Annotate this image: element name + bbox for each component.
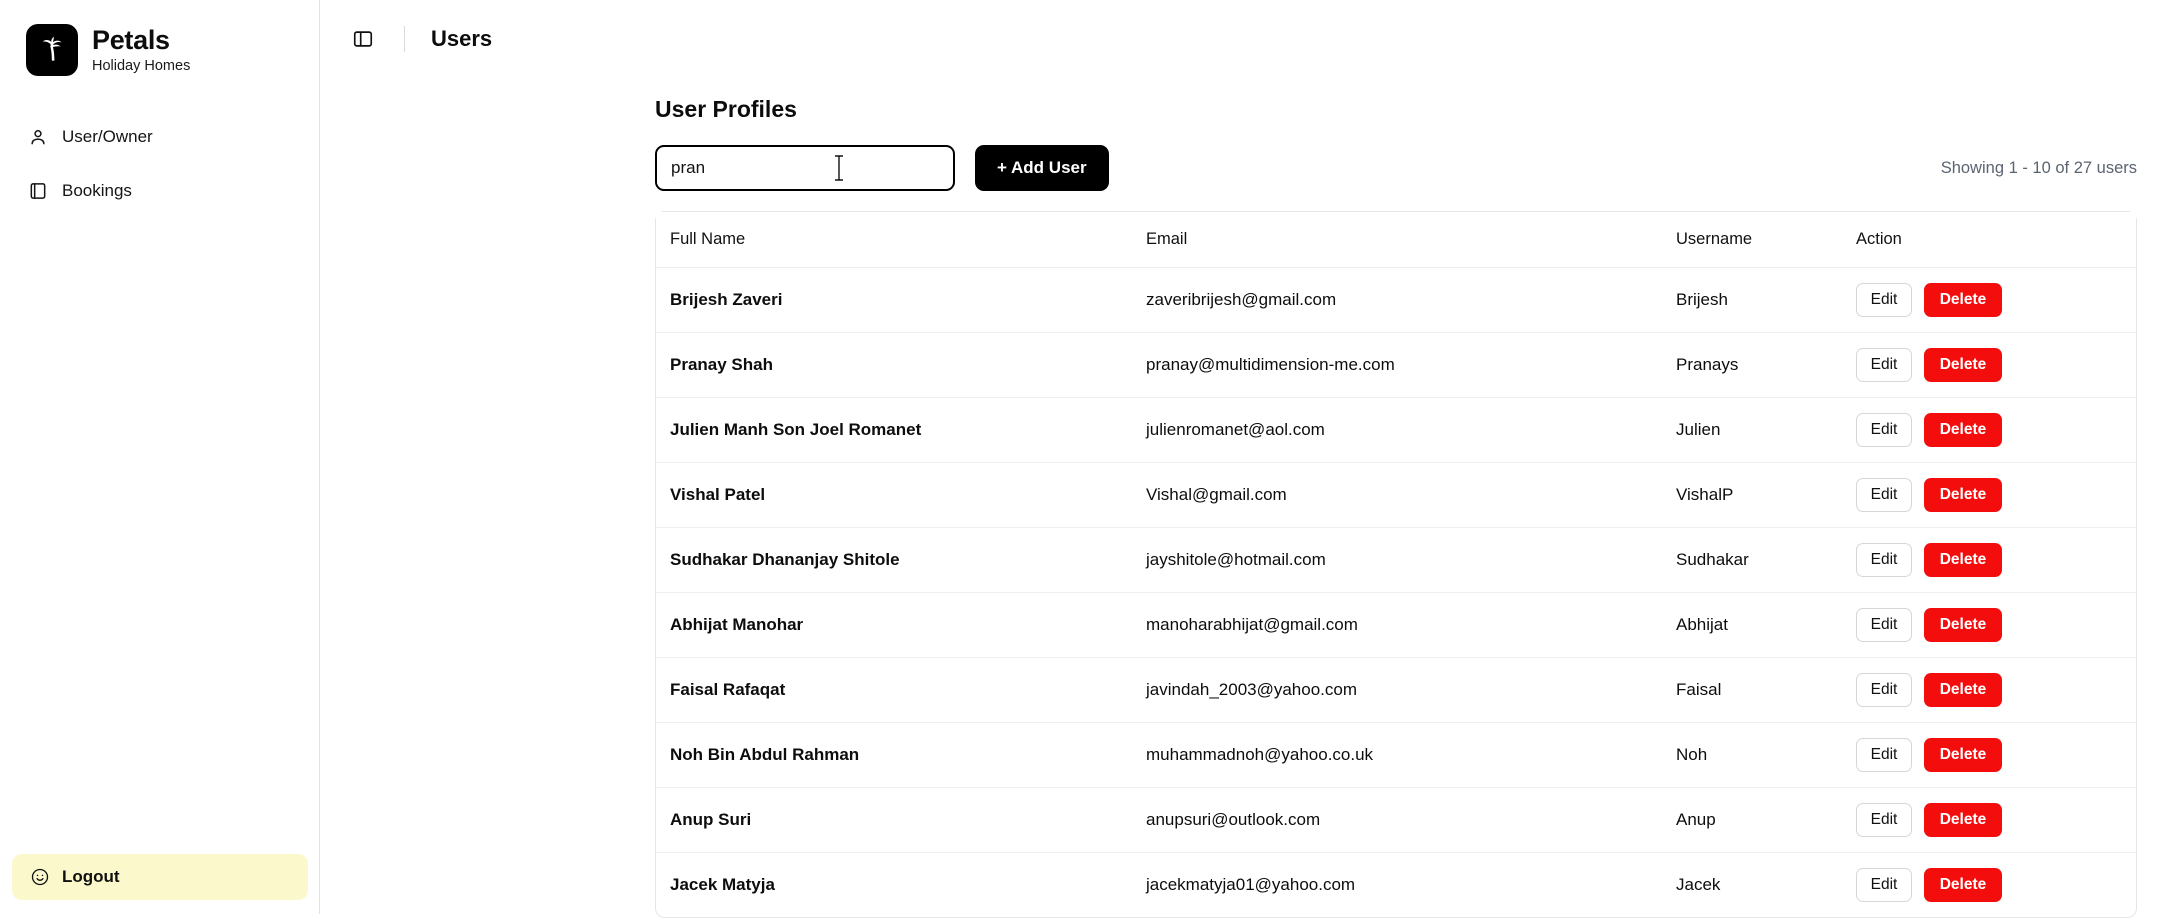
user-icon: [28, 127, 48, 147]
logout-label: Logout: [62, 867, 120, 886]
cell-full-name: Abhijat Manohar: [656, 593, 1146, 658]
main-area: [320, 0, 2179, 914]
brand-title: Petals: [92, 24, 170, 55]
row-action-group: [1856, 673, 2136, 707]
topbar-divider: [404, 26, 405, 52]
cell-username: Julien: [1676, 398, 1856, 463]
delete-button[interactable]: Delete: [1924, 478, 2002, 512]
column-header-username: Username: [1676, 212, 1856, 268]
edit-button[interactable]: Edit: [1856, 868, 1912, 902]
search-wrapper: [655, 145, 955, 191]
cell-full-name: Jacek Matyja: [670, 875, 775, 894]
cell-username: Brijesh: [1676, 268, 1856, 333]
sidebar-item-user-owner[interactable]: [14, 116, 305, 158]
cell-actions: [1856, 593, 2136, 658]
row-action-group: [1856, 803, 2136, 837]
delete-button[interactable]: Delete: [1924, 283, 2002, 317]
cell-username: Faisal: [1676, 658, 1856, 723]
row-action-group: [1856, 413, 2136, 447]
cell-actions: [1856, 333, 2136, 398]
table-row: [656, 723, 2136, 788]
cell-full-name: Noh Bin Abdul Rahman: [656, 723, 1146, 788]
sidebar-toggle-icon[interactable]: [344, 20, 382, 58]
delete-button[interactable]: Delete: [1924, 348, 2002, 382]
logout-button[interactable]: [12, 854, 308, 900]
table-row: [656, 853, 2136, 918]
showing-count-text: Showing 1 - 10 of 27 users: [1940, 158, 2137, 177]
cell-username: Pranays: [1676, 333, 1856, 398]
edit-button[interactable]: Edit: [1856, 738, 1912, 772]
cell-email: Vishal@gmail.com: [1146, 463, 1676, 528]
column-header-action: Action: [1856, 212, 2136, 268]
edit-button[interactable]: Edit: [1856, 283, 1912, 317]
table-row: [656, 788, 2136, 853]
cell-actions: [1856, 528, 2136, 593]
cell-username: Noh: [1676, 723, 1856, 788]
cell-username: Abhijat: [1676, 593, 1856, 658]
row-action-group: [1856, 868, 2136, 902]
brand-subtitle: Holiday Homes: [92, 57, 191, 74]
book-icon: [28, 181, 48, 201]
row-action-group: [1856, 283, 2136, 317]
topbar: [320, 0, 2179, 78]
table-row: [656, 658, 2136, 723]
edit-button[interactable]: Edit: [1856, 803, 1912, 837]
edit-button[interactable]: Edit: [1856, 608, 1912, 642]
table-row: [656, 398, 2136, 463]
row-action-group: [1856, 738, 2136, 772]
cell-username: Jacek: [1676, 875, 1721, 894]
cell-email: jacekmatyja01@yahoo.com: [1146, 875, 1356, 894]
content: [320, 78, 2179, 918]
delete-button[interactable]: Delete: [1924, 543, 2002, 577]
cell-full-name: Julien Manh Son Joel Romanet: [656, 398, 1146, 463]
cell-full-name: Sudhakar Dhananjay Shitole: [656, 528, 1146, 593]
page-title: User Profiles: [655, 96, 797, 122]
edit-button[interactable]: Edit: [1856, 348, 1912, 382]
sidebar-item-label: User/Owner: [62, 127, 153, 146]
sidebar-item-bookings[interactable]: [14, 170, 305, 212]
cell-actions: [1856, 268, 2136, 333]
sidebar-nav: [0, 116, 319, 212]
table-row: [656, 528, 2136, 593]
cell-actions: [1856, 788, 2136, 853]
cell-email: pranay@multidimension-me.com: [1146, 333, 1676, 398]
table-header: [656, 212, 2136, 268]
delete-button[interactable]: Delete: [1924, 868, 2002, 902]
delete-button[interactable]: Delete: [1924, 738, 2002, 772]
delete-button[interactable]: Delete: [1924, 608, 2002, 642]
users-table: [656, 212, 2136, 917]
sidebar-item-label: Bookings: [62, 181, 132, 200]
delete-button[interactable]: Delete: [1924, 673, 2002, 707]
palm-tree-icon: [26, 24, 78, 76]
row-action-group: [1856, 543, 2136, 577]
edit-button[interactable]: Edit: [1856, 543, 1912, 577]
cell-username: Sudhakar: [1676, 528, 1856, 593]
table-row: [656, 333, 2136, 398]
sidebar: [0, 0, 320, 914]
cell-full-name: Faisal Rafaqat: [656, 658, 1146, 723]
cell-full-name: Vishal Patel: [656, 463, 1146, 528]
cell-email: muhammadnoh@yahoo.co.uk: [1146, 723, 1676, 788]
users-table-card: [655, 211, 2137, 918]
cell-email: manoharabhijat@gmail.com: [1146, 593, 1676, 658]
cell-username: Anup: [1676, 788, 1856, 853]
cell-actions: [1856, 853, 2136, 918]
add-user-button[interactable]: + Add User: [975, 145, 1109, 191]
smiley-icon: [30, 867, 50, 887]
controls-bar: [655, 145, 2137, 191]
delete-button[interactable]: Delete: [1924, 413, 2002, 447]
cell-username: VishalP: [1676, 463, 1856, 528]
cell-email: zaveribrijesh@gmail.com: [1146, 268, 1676, 333]
row-action-group: [1856, 348, 2136, 382]
row-action-group: [1856, 478, 2136, 512]
cell-email: julienromanet@aol.com: [1146, 398, 1676, 463]
cell-actions: [1856, 398, 2136, 463]
search-input[interactable]: [655, 145, 955, 191]
column-header-full-name: Full Name: [656, 212, 1146, 268]
cell-full-name: Anup Suri: [656, 788, 1146, 853]
brand: [0, 0, 319, 76]
cell-full-name: Brijesh Zaveri: [656, 268, 1146, 333]
column-header-email: Email: [1146, 212, 1676, 268]
table-header-row: [656, 212, 2136, 268]
page-breadcrumb-title: Users: [431, 26, 493, 51]
edit-button[interactable]: Edit: [1856, 673, 1912, 707]
table-row: [656, 593, 2136, 658]
table-row: [656, 268, 2136, 333]
edit-button[interactable]: Edit: [1856, 413, 1912, 447]
cell-email: jayshitole@hotmail.com: [1146, 528, 1676, 593]
cell-actions: [1856, 723, 2136, 788]
cell-email: javindah_2003@yahoo.com: [1146, 658, 1676, 723]
table-row: [656, 463, 2136, 528]
cell-actions: [1856, 463, 2136, 528]
edit-button[interactable]: Edit: [1856, 478, 1912, 512]
row-action-group: [1856, 608, 2136, 642]
delete-button[interactable]: Delete: [1924, 803, 2002, 837]
table-body: [656, 268, 2136, 918]
cell-full-name: Pranay Shah: [656, 333, 1146, 398]
cell-actions: [1856, 658, 2136, 723]
cell-email: anupsuri@outlook.com: [1146, 788, 1676, 853]
